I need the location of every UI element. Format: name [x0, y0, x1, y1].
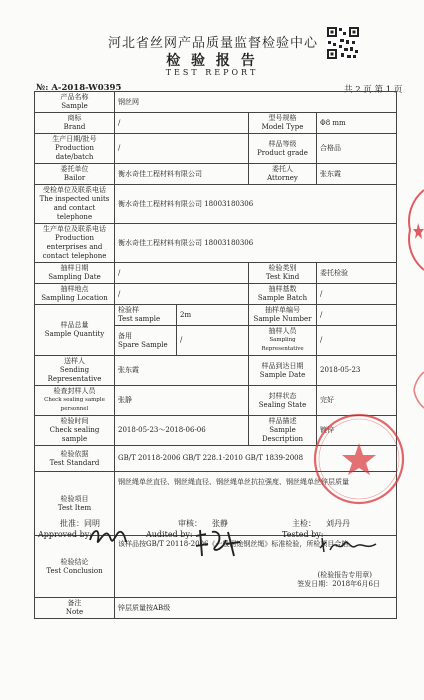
- producer-value: 衡水奇佳工程材料有限公司 18003180306: [115, 224, 397, 263]
- spare-sample-value: /: [177, 326, 249, 356]
- page-count: 共 2 页 第 1 页: [344, 85, 403, 95]
- model-value: Φ8 mm: [317, 113, 397, 134]
- sample-value: 钢丝网: [115, 92, 397, 113]
- attorney-value: 张东霞: [317, 164, 397, 185]
- table-row: [35, 113, 397, 134]
- conclusion-date: 签发日期：2018年6月6日: [297, 580, 380, 588]
- report-title: 检 验 报 告: [166, 53, 258, 69]
- table-row: [35, 263, 397, 284]
- model-label: 型号规格 Model Type: [249, 113, 317, 134]
- test-standard-label: 检验依据 Test Standard: [35, 446, 115, 472]
- approved-signature: [86, 522, 130, 550]
- sample-description-value: 镀锌: [317, 416, 397, 446]
- test-standard-value: GB/T 20118-2006 GB/T 228.1-2010 GB/T 1839-2008: [115, 446, 397, 472]
- sample-date-label: 样品到达日期 Sample Date: [249, 356, 317, 386]
- audited-signature: [192, 526, 242, 562]
- sampling-date-label: 抽样日期 Sampling Date: [35, 263, 115, 284]
- audited-name: 张静: [212, 519, 228, 528]
- tested-label-en: Tested by:: [282, 530, 324, 539]
- sampling-rep-value: /: [317, 326, 397, 356]
- sealing-state-value: 完好: [317, 386, 397, 416]
- approved-label-zh: 批准：: [60, 519, 84, 528]
- brand-value: /: [115, 113, 249, 134]
- org-name: 河北省丝网产品质量监督检验中心: [108, 36, 319, 51]
- producer-label: 生产单位及联系电话 Production enterprises and contact telephone: [35, 224, 115, 263]
- note-value: 锌层质量按AB级: [115, 598, 397, 619]
- table-row: [35, 356, 397, 386]
- attorney-label: 委托人 Attorney: [249, 164, 317, 185]
- table-row: [35, 92, 397, 113]
- table-row: [35, 305, 397, 326]
- brand-label: 商标 Brand: [35, 113, 115, 134]
- sample-quantity-label: 样品总量 Sample Quantity: [35, 305, 115, 356]
- sampling-location-label: 抽样地点 Sampling Location: [35, 284, 115, 305]
- seal-fragment-icon: [410, 370, 424, 410]
- report-header: [0, 6, 424, 86]
- sample-date-value: 2018-05-23: [317, 356, 397, 386]
- signature-block: [0, 512, 424, 572]
- audited-label-zh: 审核：: [178, 519, 202, 528]
- tested-title: [292, 518, 350, 529]
- table-row: [35, 284, 397, 305]
- production-date-label: 生产日期/批号 Production date/batch: [35, 134, 115, 164]
- table-row: [35, 185, 397, 224]
- approved-label-en: Approved by:: [38, 530, 92, 539]
- bailor-value: 衡水奇佳工程材料有限公司: [115, 164, 249, 185]
- sample-batch-value: /: [317, 284, 397, 305]
- report-number: №: A-2018-W0395: [36, 83, 122, 93]
- approved-name: 同明: [84, 519, 100, 528]
- test-item-value: 钢丝绳单丝直径、钢丝绳直径、钢丝绳单丝抗拉强度、钢丝绳单丝锌层质量: [115, 472, 397, 536]
- spare-sample-label: 备用 Spare Sample: [115, 326, 177, 356]
- test-kind-value: 委托检验: [317, 263, 397, 284]
- conclusion-text: 该样品按GB/T 20118-2006《一般用途钢丝绳》标准检验，所检项目合格。: [118, 540, 356, 548]
- check-personnel-value: 张静: [115, 386, 249, 416]
- tested-signature: [316, 534, 380, 556]
- test-time-label: 检验时间 Check sealing sample: [35, 416, 115, 446]
- tested-label-zh: 主检：: [292, 519, 316, 528]
- tested-name: 刘丹丹: [326, 519, 350, 528]
- conclusion-stamp-note: (检验报告专用章): [317, 571, 372, 579]
- test-sample-label: 检验样 Test sample: [115, 305, 177, 326]
- grade-label: 样品等级 Product grade: [249, 134, 317, 164]
- sampling-rep-label: 抽样人员 Sampling Representative: [249, 326, 317, 356]
- sample-label: 产品名称 Sample: [35, 92, 115, 113]
- official-seal-icon: [310, 410, 408, 508]
- sampling-date-value: /: [115, 263, 249, 284]
- test-conclusion-label: 检验结论 Test Conclusion: [35, 536, 115, 598]
- table-row: [35, 224, 397, 263]
- bailor-label: 委托单位 Bailor: [35, 164, 115, 185]
- sample-number-label: 抽样单编号 Sample Number: [249, 305, 317, 326]
- sampling-location-value: /: [115, 284, 249, 305]
- note-label: 备注 Note: [35, 598, 115, 619]
- check-personnel-label: 检查封样人员 Check sealing sample personnel: [35, 386, 115, 416]
- test-sample-value: 2m: [177, 305, 249, 326]
- sending-rep-value: 张东霞: [115, 356, 249, 386]
- inspected-unit-value: 衡水奇佳工程材料有限公司 18003180306: [115, 185, 397, 224]
- table-row: [35, 598, 397, 619]
- sample-batch-label: 抽样基数 Sample Batch: [249, 284, 317, 305]
- test-time-value: 2018-05-23～2018-06-06: [115, 416, 249, 446]
- seal-fragment-icon: [406, 185, 424, 275]
- table-row: [35, 164, 397, 185]
- production-date-value: /: [115, 134, 249, 164]
- sample-description-label: 样品描述 Sample Description: [249, 416, 317, 446]
- test-kind-label: 检验类别 Test Kind: [249, 263, 317, 284]
- sample-number-value: /: [317, 305, 397, 326]
- grade-value: 合格品: [317, 134, 397, 164]
- sending-rep-label: 送样人 Sending Representative: [35, 356, 115, 386]
- table-row: [35, 134, 397, 164]
- sealing-state-label: 封样状态 Sealing State: [249, 386, 317, 416]
- report-title-en: TEST REPORT: [165, 68, 259, 77]
- inspected-unit-label: 受检单位及联系电话 The inspected units and contact telephone: [35, 185, 115, 224]
- test-item-label: 检验项目 Test Item: [35, 472, 115, 536]
- audited-label-en: Audited by:: [146, 530, 193, 539]
